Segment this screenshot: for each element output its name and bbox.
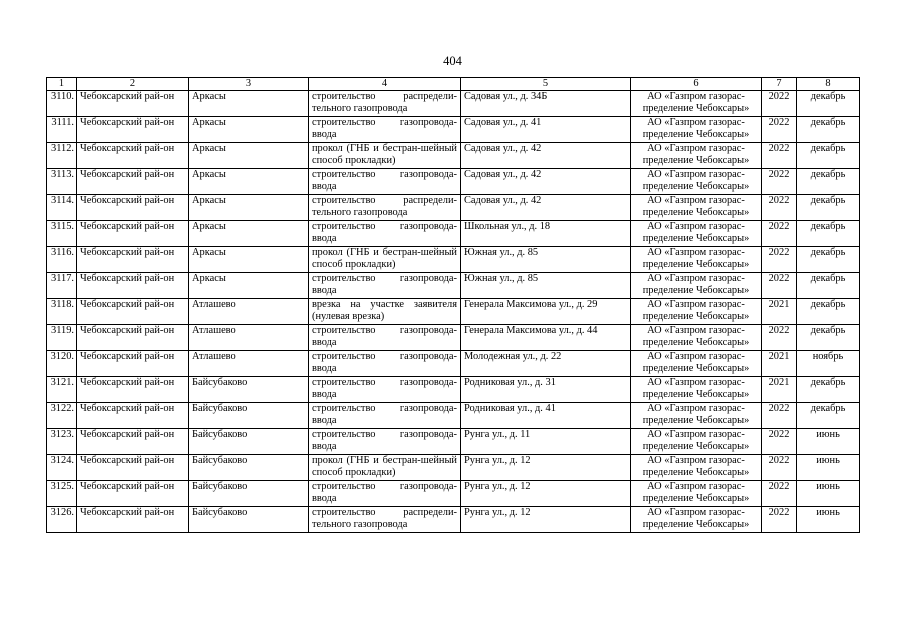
row-number-cell: 3124. <box>47 455 77 481</box>
district-cell: Чебоксарский рай-он <box>77 351 189 377</box>
table-row <box>47 351 860 377</box>
work-type-cell: строительство газопровода-ввода <box>309 117 461 143</box>
address-cell: Садовая ул., д. 42 <box>461 195 631 221</box>
year-cell: 2022 <box>762 221 797 247</box>
month-cell: декабрь <box>797 143 860 169</box>
district-cell: Чебоксарский рай-он <box>77 429 189 455</box>
organization-cell: АО «Газпром газорас-пределение Чебоксары» <box>631 169 762 195</box>
organization-cell: АО «Газпром газорас-пределение Чебоксары» <box>631 325 762 351</box>
header-cell-6: 6 <box>631 78 762 91</box>
organization-cell: АО «Газпром газорас-пределение Чебоксары» <box>631 247 762 273</box>
address-cell: Рунга ул., д. 11 <box>461 429 631 455</box>
district-cell: Чебоксарский рай-он <box>77 455 189 481</box>
row-number-cell: 3118. <box>47 299 77 325</box>
address-cell: Школьная ул., д. 18 <box>461 221 631 247</box>
organization-cell: АО «Газпром газорас-пределение Чебоксары» <box>631 299 762 325</box>
address-cell: Рунга ул., д. 12 <box>461 455 631 481</box>
settlement-cell: Аркасы <box>189 247 309 273</box>
settlement-cell: Аркасы <box>189 117 309 143</box>
table-row <box>47 403 860 429</box>
organization-cell: АО «Газпром газорас-пределение Чебоксары» <box>631 507 762 533</box>
district-cell: Чебоксарский рай-он <box>77 195 189 221</box>
table-row <box>47 143 860 169</box>
header-cell-1: 1 <box>47 78 77 91</box>
address-cell: Садовая ул., д. 42 <box>461 143 631 169</box>
work-type-cell: строительство распредели-тельного газопровода <box>309 195 461 221</box>
organization-cell: АО «Газпром газорас-пределение Чебоксары» <box>631 377 762 403</box>
district-cell: Чебоксарский рай-он <box>77 221 189 247</box>
work-type-cell: строительство газопровода-ввода <box>309 351 461 377</box>
month-cell: декабрь <box>797 377 860 403</box>
table-row <box>47 117 860 143</box>
month-cell: декабрь <box>797 195 860 221</box>
year-cell: 2022 <box>762 247 797 273</box>
address-cell: Садовая ул., д. 42 <box>461 169 631 195</box>
header-cell-4: 4 <box>309 78 461 91</box>
month-cell: декабрь <box>797 273 860 299</box>
header-cell-5: 5 <box>461 78 631 91</box>
settlement-cell: Атлашево <box>189 299 309 325</box>
row-number-cell: 3111. <box>47 117 77 143</box>
work-type-cell: строительство газопровода-ввода <box>309 377 461 403</box>
row-number-cell: 3114. <box>47 195 77 221</box>
month-cell: июнь <box>797 455 860 481</box>
address-cell: Родниковая ул., д. 31 <box>461 377 631 403</box>
settlement-cell: Байсубаково <box>189 377 309 403</box>
district-cell: Чебоксарский рай-он <box>77 117 189 143</box>
district-cell: Чебоксарский рай-он <box>77 247 189 273</box>
table-row <box>47 481 860 507</box>
row-number-cell: 3125. <box>47 481 77 507</box>
table-row <box>47 195 860 221</box>
month-cell: июнь <box>797 481 860 507</box>
organization-cell: АО «Газпром газорас-пределение Чебоксары» <box>631 273 762 299</box>
month-cell: июнь <box>797 429 860 455</box>
month-cell: декабрь <box>797 299 860 325</box>
header-cell-8: 8 <box>797 78 860 91</box>
address-cell: Молодежная ул., д. 22 <box>461 351 631 377</box>
row-number-cell: 3119. <box>47 325 77 351</box>
district-cell: Чебоксарский рай-он <box>77 91 189 117</box>
district-cell: Чебоксарский рай-он <box>77 273 189 299</box>
district-cell: Чебоксарский рай-он <box>77 325 189 351</box>
month-cell: декабрь <box>797 91 860 117</box>
year-cell: 2021 <box>762 377 797 403</box>
year-cell: 2022 <box>762 507 797 533</box>
year-cell: 2022 <box>762 429 797 455</box>
organization-cell: АО «Газпром газорас-пределение Чебоксары» <box>631 455 762 481</box>
address-cell: Рунга ул., д. 12 <box>461 507 631 533</box>
month-cell: декабрь <box>797 117 860 143</box>
settlement-cell: Байсубаково <box>189 507 309 533</box>
year-cell: 2022 <box>762 169 797 195</box>
year-cell: 2022 <box>762 325 797 351</box>
district-cell: Чебоксарский рай-он <box>77 299 189 325</box>
page-number: 404 <box>443 54 462 68</box>
organization-cell: АО «Газпром газорас-пределение Чебоксары» <box>631 351 762 377</box>
row-number-cell: 3117. <box>47 273 77 299</box>
work-type-cell: строительство газопровода-ввода <box>309 273 461 299</box>
work-type-cell: прокол (ГНБ и бестран-шейный способ прокладки) <box>309 455 461 481</box>
district-cell: Чебоксарский рай-он <box>77 169 189 195</box>
work-type-cell: строительство газопровода-ввода <box>309 325 461 351</box>
address-cell: Генерала Максимова ул., д. 44 <box>461 325 631 351</box>
month-cell: декабрь <box>797 169 860 195</box>
work-type-cell: строительство газопровода-ввода <box>309 481 461 507</box>
settlement-cell: Атлашево <box>189 325 309 351</box>
work-type-cell: прокол (ГНБ и бестран-шейный способ прокладки) <box>309 143 461 169</box>
row-number-cell: 3121. <box>47 377 77 403</box>
row-number-cell: 3112. <box>47 143 77 169</box>
row-number-cell: 3116. <box>47 247 77 273</box>
month-cell: июнь <box>797 507 860 533</box>
table-row <box>47 325 860 351</box>
address-cell: Южная ул., д. 85 <box>461 273 631 299</box>
work-type-cell: строительство газопровода-ввода <box>309 403 461 429</box>
table-row <box>47 299 860 325</box>
organization-cell: АО «Газпром газорас-пределение Чебоксары» <box>631 91 762 117</box>
district-cell: Чебоксарский рай-он <box>77 481 189 507</box>
row-number-cell: 3115. <box>47 221 77 247</box>
year-cell: 2022 <box>762 481 797 507</box>
settlement-cell: Байсубаково <box>189 429 309 455</box>
row-number-cell: 3122. <box>47 403 77 429</box>
year-cell: 2022 <box>762 273 797 299</box>
table-body <box>47 91 860 533</box>
table-row <box>47 377 860 403</box>
row-number-cell: 3123. <box>47 429 77 455</box>
address-cell: Садовая ул., д. 34Б <box>461 91 631 117</box>
header-row <box>47 78 860 91</box>
month-cell: ноябрь <box>797 351 860 377</box>
organization-cell: АО «Газпром газорас-пределение Чебоксары» <box>631 143 762 169</box>
row-number-cell: 3126. <box>47 507 77 533</box>
settlement-cell: Аркасы <box>189 221 309 247</box>
district-cell: Чебоксарский рай-он <box>77 507 189 533</box>
work-type-cell: строительство газопровода-ввода <box>309 429 461 455</box>
header-cell-2: 2 <box>77 78 189 91</box>
year-cell: 2022 <box>762 117 797 143</box>
month-cell: декабрь <box>797 403 860 429</box>
settlement-cell: Атлашево <box>189 351 309 377</box>
row-number-cell: 3120. <box>47 351 77 377</box>
year-cell: 2021 <box>762 351 797 377</box>
organization-cell: АО «Газпром газорас-пределение Чебоксары» <box>631 481 762 507</box>
year-cell: 2022 <box>762 455 797 481</box>
organization-cell: АО «Газпром газорас-пределение Чебоксары» <box>631 221 762 247</box>
work-type-cell: строительство газопровода-ввода <box>309 221 461 247</box>
table-header <box>47 78 860 91</box>
month-cell: декабрь <box>797 325 860 351</box>
year-cell: 2022 <box>762 91 797 117</box>
settlement-cell: Байсубаково <box>189 403 309 429</box>
work-type-cell: врезка на участке заявителя (нулевая врезка) <box>309 299 461 325</box>
year-cell: 2021 <box>762 299 797 325</box>
district-cell: Чебоксарский рай-он <box>77 403 189 429</box>
district-cell: Чебоксарский рай-он <box>77 143 189 169</box>
settlement-cell: Аркасы <box>189 169 309 195</box>
month-cell: декабрь <box>797 247 860 273</box>
organization-cell: АО «Газпром газорас-пределение Чебоксары» <box>631 117 762 143</box>
table-row <box>47 429 860 455</box>
work-type-cell: строительство распредели-тельного газопровода <box>309 507 461 533</box>
settlement-cell: Аркасы <box>189 91 309 117</box>
table-row <box>47 507 860 533</box>
header-cell-7: 7 <box>762 78 797 91</box>
year-cell: 2022 <box>762 143 797 169</box>
address-cell: Генерала Максимова ул., д. 29 <box>461 299 631 325</box>
settlement-cell: Аркасы <box>189 195 309 221</box>
address-cell: Садовая ул., д. 41 <box>461 117 631 143</box>
document-table <box>46 77 860 533</box>
organization-cell: АО «Газпром газорас-пределение Чебоксары» <box>631 429 762 455</box>
work-type-cell: прокол (ГНБ и бестран-шейный способ прокладки) <box>309 247 461 273</box>
address-cell: Рунга ул., д. 12 <box>461 481 631 507</box>
table-row <box>47 169 860 195</box>
address-cell: Южная ул., д. 85 <box>461 247 631 273</box>
organization-cell: АО «Газпром газорас-пределение Чебоксары» <box>631 403 762 429</box>
table-row <box>47 247 860 273</box>
table-row <box>47 91 860 117</box>
organization-cell: АО «Газпром газорас-пределение Чебоксары» <box>631 195 762 221</box>
district-cell: Чебоксарский рай-он <box>77 377 189 403</box>
row-number-cell: 3113. <box>47 169 77 195</box>
header-cell-3: 3 <box>189 78 309 91</box>
work-type-cell: строительство распредели-тельного газопровода <box>309 91 461 117</box>
table-row <box>47 455 860 481</box>
year-cell: 2022 <box>762 195 797 221</box>
settlement-cell: Аркасы <box>189 273 309 299</box>
year-cell: 2022 <box>762 403 797 429</box>
work-type-cell: строительство газопровода-ввода <box>309 169 461 195</box>
table-row <box>47 221 860 247</box>
settlement-cell: Байсубаково <box>189 481 309 507</box>
table-row <box>47 273 860 299</box>
address-cell: Родниковая ул., д. 41 <box>461 403 631 429</box>
row-number-cell: 3110. <box>47 91 77 117</box>
settlement-cell: Аркасы <box>189 143 309 169</box>
month-cell: декабрь <box>797 221 860 247</box>
settlement-cell: Байсубаково <box>189 455 309 481</box>
